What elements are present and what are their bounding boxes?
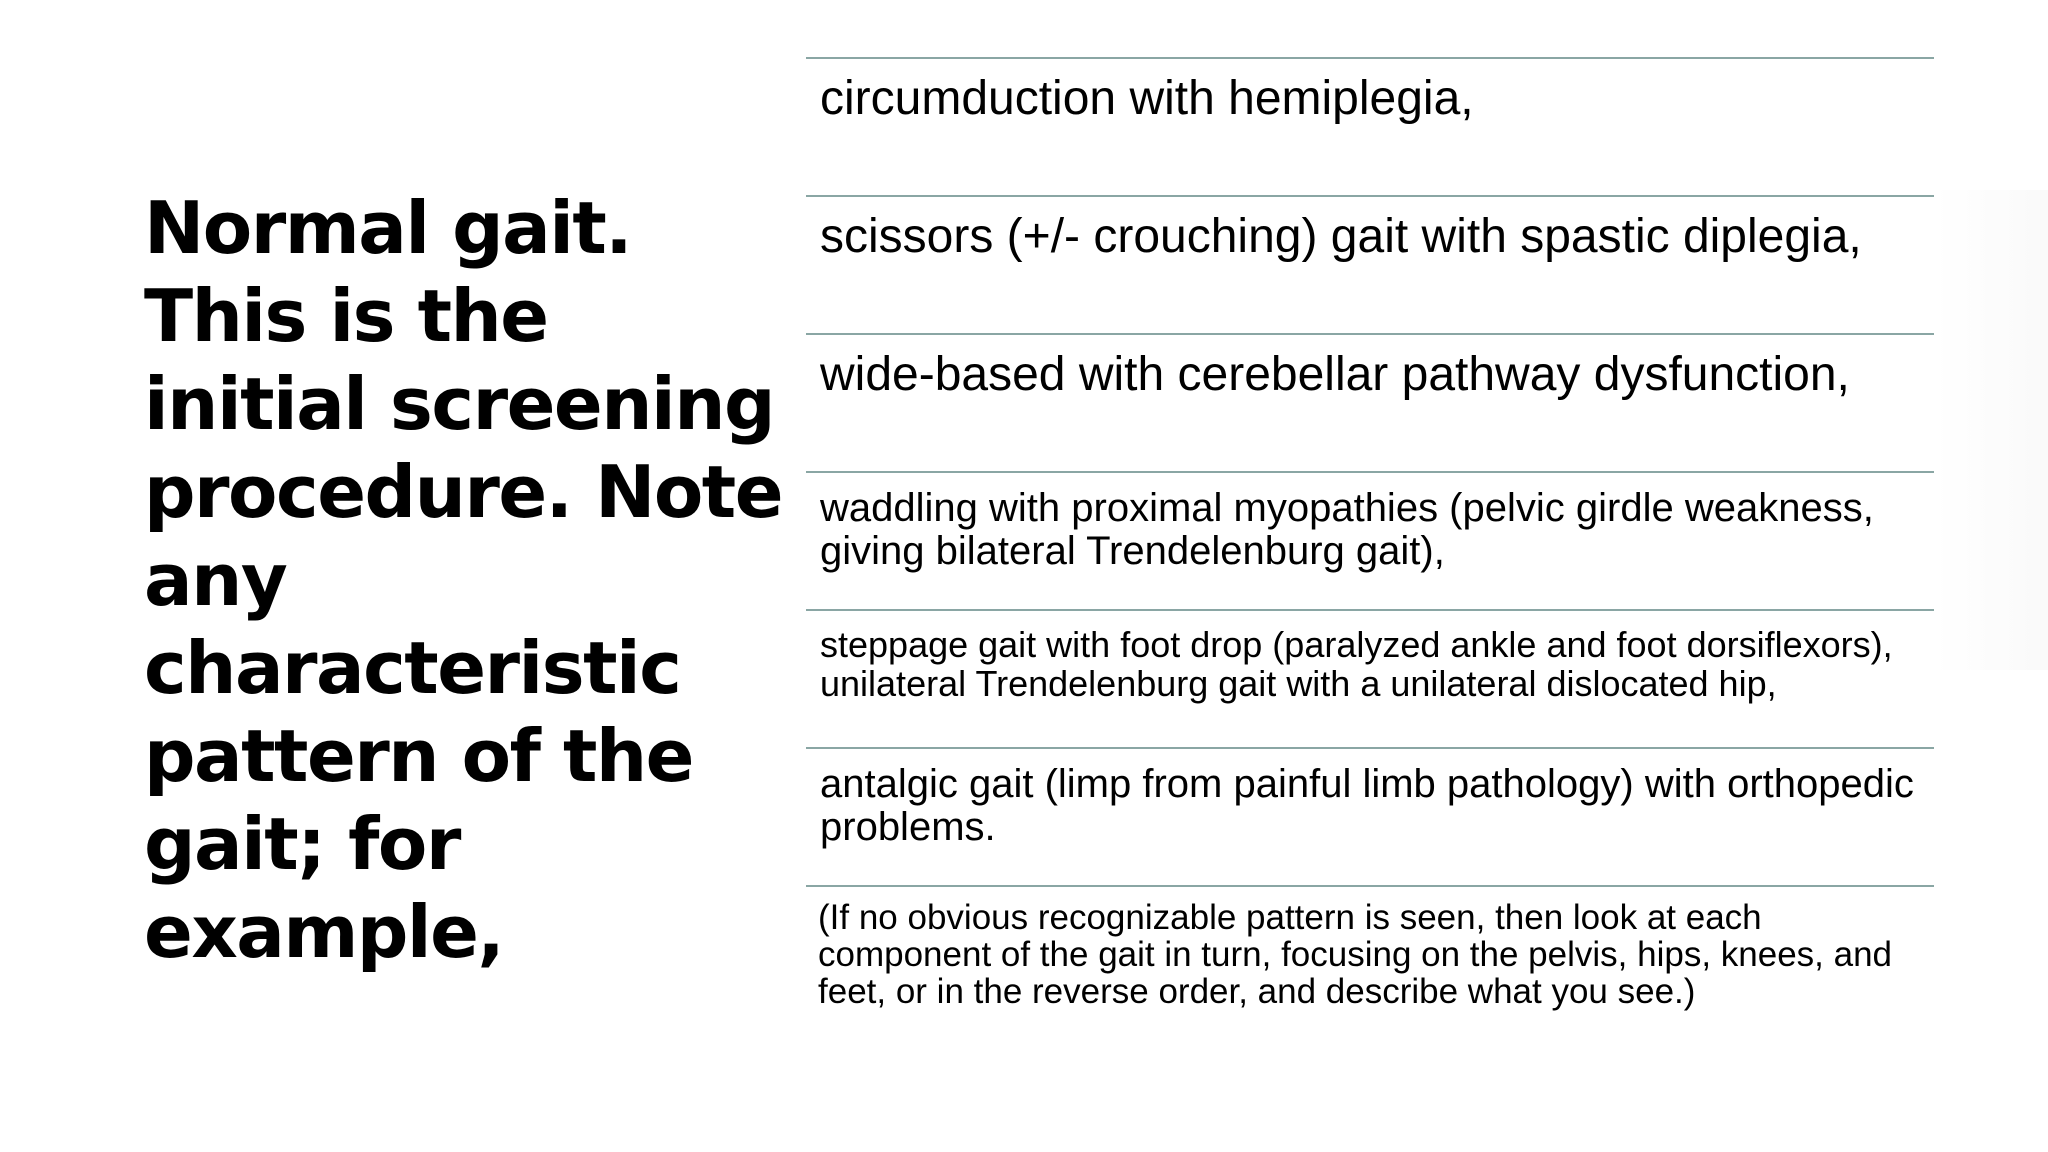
- list-item-text: antalgic gait (limp from painful limb pathology) with orthopedic problems.: [820, 762, 1914, 849]
- list-item-antalgic: [806, 747, 1934, 885]
- background-shade: [1934, 190, 2048, 670]
- list-item-text: waddling with proximal myopathies (pelvic girdle weakness, giving bilateral Trendelenburg gait),: [820, 486, 1874, 573]
- gait-pattern-items: [806, 57, 1934, 1011]
- list-item-steppage: [806, 609, 1934, 747]
- list-item-text: wide-based with cerebellar pathway dysfunction,: [820, 348, 1850, 401]
- closing-note: (If no obvious recognizable pattern is seen, then look at each component of the gait in turn, focusing on the pelvis, hips, knees, and feet, or in the reverse order, and describe what you see.): [806, 885, 1934, 1010]
- list-item-text: circumduction with hemiplegia,: [820, 72, 1474, 125]
- list-item-wide-based: [806, 333, 1934, 471]
- list-item-text: steppage gait with foot drop (paralyzed ankle and foot dorsiflexors), unilateral Trendelenburg gait with a unilateral dislocated hip,: [820, 624, 1893, 704]
- list-item-circumduction: [806, 57, 1934, 195]
- slide-heading: Normal gait. This is the initial screening procedure. Note any characteristic pattern of the gait; for example,: [144, 186, 783, 974]
- list-item-scissors: [806, 195, 1934, 333]
- list-item-waddling: [806, 471, 1934, 609]
- list-item-text: scissors (+/- crouching) gait with spastic diplegia,: [820, 210, 1862, 263]
